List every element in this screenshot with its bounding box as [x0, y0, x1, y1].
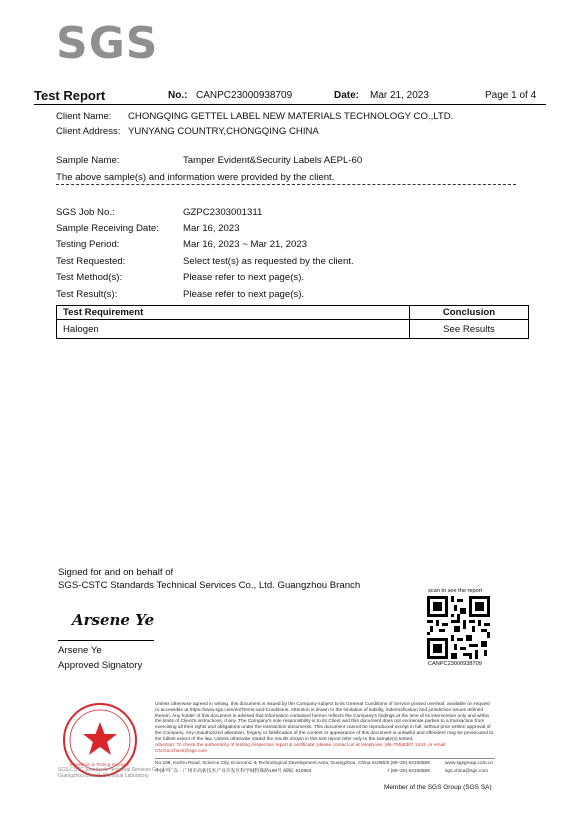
- client-name-label: Client Name:: [56, 111, 112, 122]
- receiving-date-label: Sample Receiving Date:: [56, 223, 159, 234]
- client-address-label: Client Address:: [56, 126, 121, 137]
- job-no-label: SGS Job No.:: [56, 207, 115, 218]
- client-name-value: CHONGQING GETTEL LABEL NEW MATERIALS TECHNOLOGY CO.,LTD.: [128, 111, 454, 122]
- report-date-label: Date:: [334, 90, 360, 101]
- test-result-value: Please refer to next page(s).: [183, 289, 305, 300]
- stamp-label: Inspection & Testing Services: [70, 762, 129, 767]
- testing-period-value: Mar 16, 2023 ~ Mar 21, 2023: [183, 239, 307, 250]
- test-requested-label: Test Requested:: [56, 256, 126, 267]
- dashed-divider: [56, 184, 516, 185]
- test-method-value: Please refer to next page(s).: [183, 272, 305, 283]
- sample-name-value: Tamper Evident&Security Labels AEPL-60: [183, 155, 363, 166]
- sample-name-label: Sample Name:: [56, 155, 120, 166]
- test-method-label: Test Method(s):: [56, 272, 123, 283]
- report-date-value: Mar 21, 2023: [370, 90, 429, 101]
- footer-web-1[interactable]: www.sgsgroup.com.cn: [445, 761, 493, 766]
- signed-on-behalf: Signed for and on behalf of: [58, 567, 174, 578]
- client-address-value: YUNYANG COUNTRY,CHONGQING CHINA: [128, 126, 319, 137]
- table-header-row: [57, 306, 529, 320]
- header-rule: [34, 104, 546, 105]
- test-result-label: Test Result(s):: [56, 289, 118, 300]
- footer-address-en: No.198, Kezhu Road, Science City, Economic & Technological Development Area, Guangzhou, China 510663: [155, 761, 388, 766]
- requirement-table: [56, 305, 529, 339]
- qr-code-text: CANPC23000938709: [428, 661, 482, 667]
- report-no-value: CANPC23000938709: [196, 90, 293, 101]
- table-row: [57, 320, 529, 339]
- footer-tel-1: t (86–20) 82155555: [388, 761, 430, 766]
- footer-member: Member of the SGS Group (SGS SA): [384, 784, 492, 791]
- stamp-company: SGS-CSTC Standards Technical Services Co., Ltd.: [58, 767, 172, 773]
- footer-attention: Attention: To check the authenticity of testing /inspection report & certificate, please contact us at telephone: (86-755)8307 1443, or email: CN.Doccheck@sgs.com: [155, 743, 447, 754]
- testing-period-label: Testing Period:: [56, 239, 120, 250]
- page-number: Page 1 of 4: [485, 90, 537, 101]
- job-no-value: GZPC2303001311: [183, 207, 263, 218]
- stamp-branch: Guangzhou Branch Chemical Laboratory: [58, 773, 149, 779]
- footer-tel-2: t (86–20) 82155555: [388, 769, 430, 774]
- footer-rule: [155, 758, 495, 759]
- qr-caption: scan to see the report: [428, 588, 483, 594]
- footer-address-cn: 中国 · 广东 · 广州市高新技术产业开发区科学城科珠路198号 邮编: 510663: [155, 769, 312, 774]
- signature: Arsene Ye: [72, 611, 155, 629]
- company-branch: SGS-CSTC Standards Technical Services Co., Ltd. Guangzhou Branch: [58, 580, 361, 591]
- signature-line: [58, 640, 154, 641]
- col-conclusion-header: Conclusion: [410, 306, 529, 320]
- test-requested-value: Select test(s) as requested by the client.: [183, 256, 354, 267]
- report-no-label: No.:: [168, 90, 188, 101]
- requirement-cell: Halogen: [57, 320, 410, 339]
- report-title: Test Report: [34, 88, 106, 103]
- qr-code-icon[interactable]: [427, 596, 490, 659]
- signatory-name: Arsene Ye: [58, 645, 102, 656]
- footer-disclaimer: Unless otherwise agreed in writing, this document is issued by the Company subject to its General Conditions of Service printed overleaf, available on request or accessible at https://www.sgs.com/en/Terms-and-Conditions. Attention is drawn to the limitation of liability, indemnification and jurisdiction issues defined therein. Any holder of this document is advised that information contained hereon reflects the Company's findings at the time of its intervention only and within the limits of Client's instructions, if any. The Company's sole responsibility is to its Client and this document does not exonerate parties to a transaction from exercising all their rights and obligations under the transaction documents. This document cannot be reproduced except in full, without prior written approval of the Company. Any unauthorized alteration, forgery or falsification of the content or appearance of this document is unlawful and offenders may be prosecuted to the fullest extent of the law. Unless otherwise stated the results shown in this test report refer only to the sample(s) tested.: [155, 702, 494, 742]
- footer-web-2[interactable]: sgs.china@sgs.com: [445, 769, 488, 774]
- signatory-title: Approved Signatory: [58, 660, 143, 671]
- conclusion-cell: See Results: [410, 320, 529, 339]
- sgs-logo: SGS: [56, 18, 159, 69]
- sample-provided-text: The above sample(s) and information were provided by the client.: [56, 172, 335, 183]
- receiving-date-value: Mar 16, 2023: [183, 223, 240, 234]
- col-requirement-header: Test Requirement: [57, 306, 410, 320]
